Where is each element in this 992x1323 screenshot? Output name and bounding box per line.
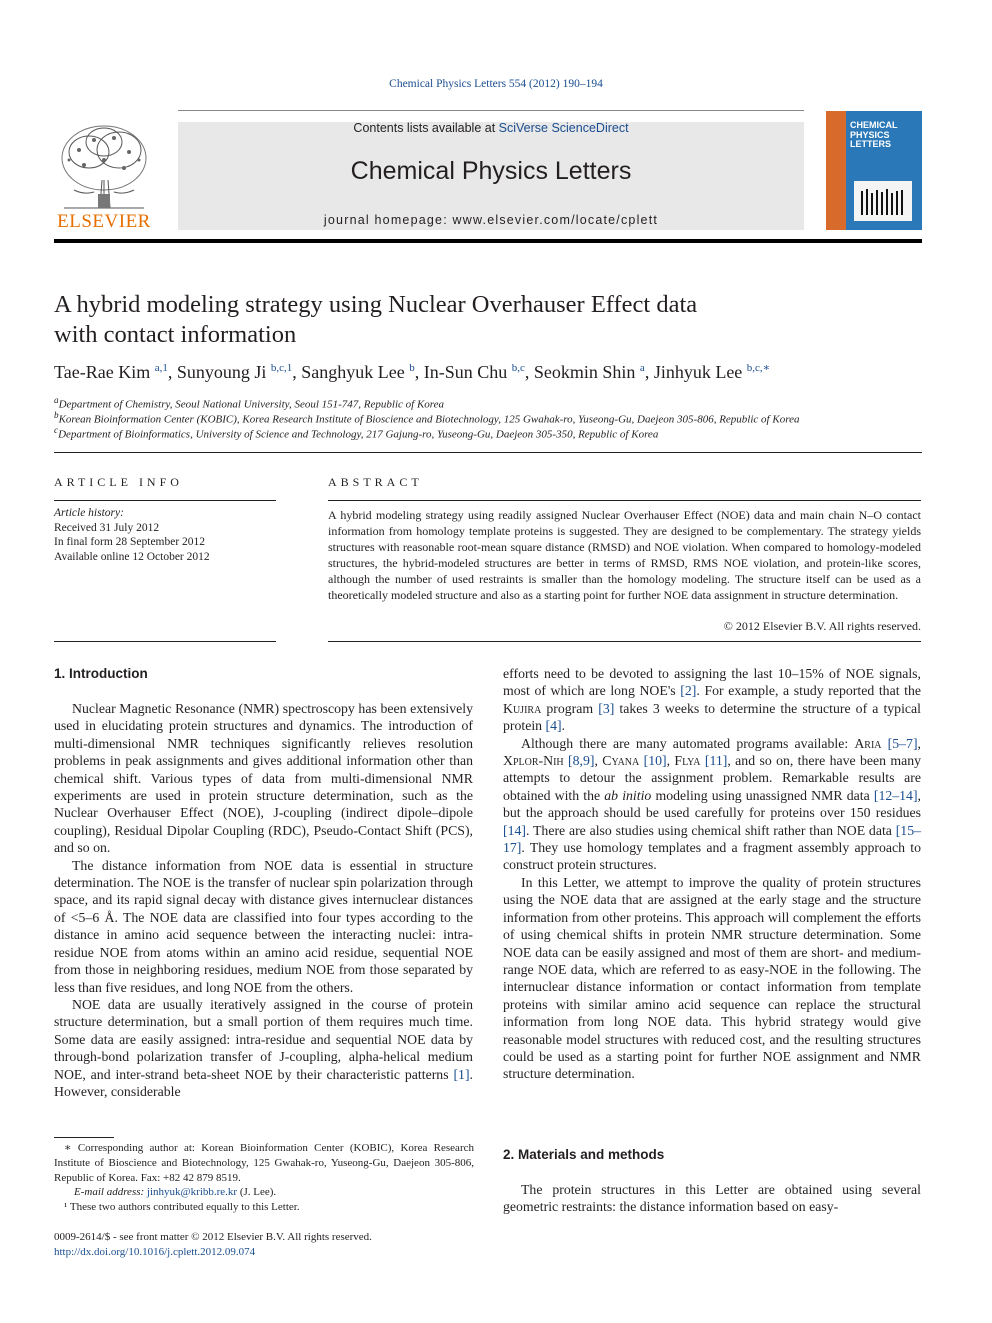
intro-paragraph: The distance information from NOE data is essential in structure determination. The NOE is the transfer of nuclear spin polarization through space, and its rapid signal decay with distance gives internuclear distances of <5–6 Å. The NOE data are classified into four types according to the distance in amino acid sequence between the interacting nuclei: intra-residue NOE from atoms within an amino acid residue, sequential NOE from those in neighboring residues, medium NOE from those separated by less than five residues, and long NOE from the others. [54, 857, 473, 995]
reference-link[interactable]: [10] [643, 753, 667, 769]
author-list [54, 361, 934, 383]
top-rule [178, 110, 804, 111]
affiliation-rule [54, 452, 922, 453]
history-label: Article history: [54, 507, 124, 519]
reference-link[interactable]: [15–17] [503, 822, 921, 856]
body-paragraph [503, 735, 921, 874]
author-name: Jinhyuk Lee [653, 362, 743, 382]
paper-title-line1: A hybrid modeling strategy using Nuclear Overhauser Effect data [54, 291, 698, 318]
history-final-form: In final form 28 September 2012 [54, 536, 206, 548]
equal-contribution-note: ¹ These two authors contributed equally to this Letter. [64, 1201, 300, 1214]
doi-link[interactable]: http://dx.doi.org/10.1016/j.cplett.2012.09.074 [54, 1245, 256, 1258]
email-label: E-mail address: [74, 1186, 147, 1199]
paragraph-text: takes 3 weeks to determine the structure of a typical protein [503, 700, 921, 734]
email-suffix: (J. Lee). [237, 1186, 277, 1199]
author-name: Tae-Rae Kim [54, 362, 151, 382]
affiliation-text: Department of Chemistry, Seoul National University, Seoul 151-747, Republic of Korea [58, 398, 445, 411]
paragraph-text: . [561, 718, 566, 734]
intro-paragraph [54, 996, 473, 1100]
reference-link[interactable]: [11] [704, 753, 728, 769]
email-link[interactable]: jinhyuk@kribb.re.kr [146, 1186, 238, 1199]
journal-title: Chemical Physics Letters [350, 157, 632, 185]
paragraph-text: NOE data are usually iteratively assigned in the course of protein structure determination, but a small portion of them requires much time. Some data are easily assigned: intra-residue and sequential NOE data by through-bond polarization transfer of J-coupling, alpha-helical medium NOE, and inter-strand beta-sheet NOE by their characteristic patterns [54, 996, 473, 1082]
article-info-heading: ARTICLE INFO [54, 475, 183, 489]
article-info-rule-top [54, 500, 276, 501]
reference-link[interactable]: [5–7] [887, 735, 918, 751]
article-history [54, 506, 284, 564]
author-separator: , [292, 362, 302, 382]
methods-paragraph: The protein structures in this Letter are obtained using several geometric restraints: the distance information based on easy- [503, 1182, 921, 1215]
author-name: Seokmin Shin [533, 362, 636, 382]
author-separator: , [167, 362, 177, 382]
footnote-rule [54, 1137, 114, 1138]
left-column [54, 700, 473, 1100]
affiliation-text: Department of Bioinformatics, University of Science and Technology, 217 Gajung-ro, Yuseong-Gu, Daejeon 305-350, Republic of Korea [58, 428, 659, 441]
author-affiliation-marker[interactable]: b [409, 362, 415, 374]
abstract-text: A hybrid modeling strategy using readily assigned Nuclear Overhauser Effect (NOE) data and main chain N–O contact information from homology template proteins is suggested. They are designed to be complementary. The strategy yields structures with reasonable root-mean square distance (RMSD) and NOE violation. When compared to homology-modeled structures, the hybrid-modeled structures are better in terms of RMSD, RMS NOE violation, and protein-like scores, although the number of used restraints is smaller than the homology modeling. The structure itself can be used as a theoretically modeled structure and also as a starting point for further NOE data assignment in structure determination. [328, 508, 921, 602]
author-separator: , [524, 362, 534, 382]
author-affiliation-marker[interactable]: b,c,∗ [746, 362, 771, 374]
cover-graph-icon [854, 181, 912, 221]
program-name: Kujira [503, 700, 542, 716]
sciencedirect-link[interactable]: SciVerse ScienceDirect [498, 121, 629, 135]
emphasis-text: ab initio [604, 787, 652, 803]
abstract-rule-top [328, 500, 921, 501]
issn-line: 0009-2614/$ - see front matter © 2012 Elsevier B.V. All rights reserved. [54, 1231, 372, 1243]
paper-title-line2: with contact information [54, 321, 297, 348]
cover-stripe [826, 111, 846, 230]
article-info-rule-bottom [54, 641, 276, 642]
contents-prefix: Contents lists available at [353, 121, 499, 135]
reference-link[interactable]: [3] [598, 700, 615, 716]
author-affiliation-marker[interactable]: b,c,1 [270, 362, 293, 374]
journal-cover-thumbnail[interactable] [826, 111, 922, 230]
reference-link[interactable]: [1] [453, 1066, 470, 1082]
header-thick-rule [54, 239, 922, 243]
author-separator: , [414, 362, 424, 382]
methods-column [503, 1181, 921, 1216]
reference-link[interactable]: [14] [503, 822, 526, 838]
methods-heading: 2. Materials and methods [503, 1147, 665, 1162]
introduction-heading: 1. Introduction [54, 666, 148, 681]
paragraph-text: . However, considerable [54, 1066, 473, 1099]
affiliation-key: c [54, 425, 59, 435]
affiliation-b [54, 410, 934, 426]
footnotes [54, 1141, 474, 1215]
issn-block [54, 1230, 554, 1259]
affiliation-key: b [54, 410, 59, 420]
paper-title [54, 290, 914, 350]
paragraph-text: modeling using unassigned NMR data [651, 787, 874, 803]
paragraph-text: , and so on, there have been many attempts to detour the assignment problem. Remarkable results are obtained with the [503, 753, 922, 803]
author-name: In-Sun Chu [423, 362, 508, 382]
abstract-rule-bottom [328, 641, 921, 642]
affiliation-text: Korean Bioinformation Center (KOBIC), Korea Research Institute of Bioscience and Biotechnology, 125 Gwahak-ro, Yuseong-Gu, Daejeon 305-806, Republic of Korea [58, 413, 800, 426]
paragraph-text: , [594, 753, 603, 769]
paragraph-text: . They use homology templates and a fragment assembly approach to construct protein structures. [503, 840, 921, 873]
elsevier-wordmark: ELSEVIER [57, 211, 151, 232]
program-name: Xplor-Nih [503, 753, 564, 769]
abstract-heading: ABSTRACT [328, 475, 423, 489]
affiliation-a [54, 395, 934, 411]
cover-title: CHEMICAL PHYSICS LETTERS [850, 120, 898, 149]
right-column [503, 665, 921, 1083]
reference-link[interactable]: [2] [680, 683, 697, 699]
reference-link[interactable]: [8,9] [568, 753, 595, 769]
body-paragraph [503, 665, 921, 735]
program-name: Aria [854, 735, 882, 751]
paragraph-text: , but the approach should be used carefully for proteins over 150 residues [503, 787, 921, 821]
email-note [54, 1185, 474, 1200]
paragraph-text: , [666, 753, 675, 769]
journal-citation[interactable]: Chemical Physics Letters 554 (2012) 190–194 [389, 78, 603, 90]
author-name: Sanghyuk Lee [301, 362, 405, 382]
body-paragraph: In this Letter, we attempt to improve the quality of protein structures using the NOE data that are assigned at the early stage and the structure information from other proteins. This approach will complement the efforts of using chemical shifts in protein NMR structure determination. Some NOE data can be easily assigned and most of them are short- and medium-range NOE data, which are referred to as easy-NOE in the following. The internuclear distance information or contact information from template proteins with similar amino acid sequence can replace the structural information from long NOE data. This hybrid strategy would give reasonable model structures with reduced cost, and the resulting structures could be used as a starting point for further NOE assignment and NMR structure determination. [503, 874, 921, 1082]
contents-line [178, 121, 804, 135]
author-name: Sunyoung Ji [176, 362, 267, 382]
author-affiliation-marker[interactable]: a [639, 362, 645, 374]
corresponding-author-note: ∗ Corresponding author at: Korean Bioinformation Center (KOBIC), Korea Research Institute of Bioscience and Biotechnology, 125 Gwahak-ro, Yuseong-Gu, Daejeon 305-806, Republic of Korea. Fax: +82 42 879 8519. [54, 1142, 474, 1184]
paragraph-text: , [917, 735, 921, 751]
intro-paragraph: Nuclear Magnetic Resonance (NMR) spectroscopy has been extensively used in elucidating protein structures and dynamics. The introduction of multi-dimensional NMR techniques significantly relieves resolution problems in peak assignments and gives additional information other than chemical shift. Various types of data from multi-dimensional NMR experiments are used in protein structure determination, such as the Nuclear Overhauser Effect (NOE), J-coupling (indirect dipole–dipole coupling), Residual Dipolar Coupling (RDC), Pseudo-Contact Shift (PCS), and so on. [54, 701, 473, 856]
program-name: Flya [674, 753, 701, 769]
paragraph-text: . There are also studies using chemical shift rather than NOE data [526, 822, 896, 838]
history-received: Received 31 July 2012 [54, 521, 160, 534]
history-online: Available online 12 October 2012 [54, 550, 210, 563]
author-separator: , [644, 362, 654, 382]
author-affiliation-marker[interactable]: b,c [511, 362, 525, 374]
author-affiliation-marker[interactable]: a,1 [154, 362, 168, 374]
paragraph-text: . For example, a study reported that the [696, 683, 921, 699]
reference-link[interactable]: [4] [545, 718, 562, 734]
reference-link[interactable]: [12–14] [873, 787, 918, 803]
affiliation-c [54, 425, 934, 441]
abstract-copyright: © 2012 Elsevier B.V. All rights reserved. [723, 619, 921, 633]
paragraph-text: program [541, 700, 599, 716]
paragraph-text: efforts need to be devoted to assigning the last 10–15% of NOE signals, most of which are long NOE's [503, 666, 921, 699]
paragraph-text: Although there are many automated programs available: [521, 735, 855, 751]
program-name: Cyana [602, 753, 640, 769]
affiliation-key: a [54, 395, 59, 405]
journal-homepage[interactable]: journal homepage: www.elsevier.com/locate/cplett [323, 213, 659, 227]
